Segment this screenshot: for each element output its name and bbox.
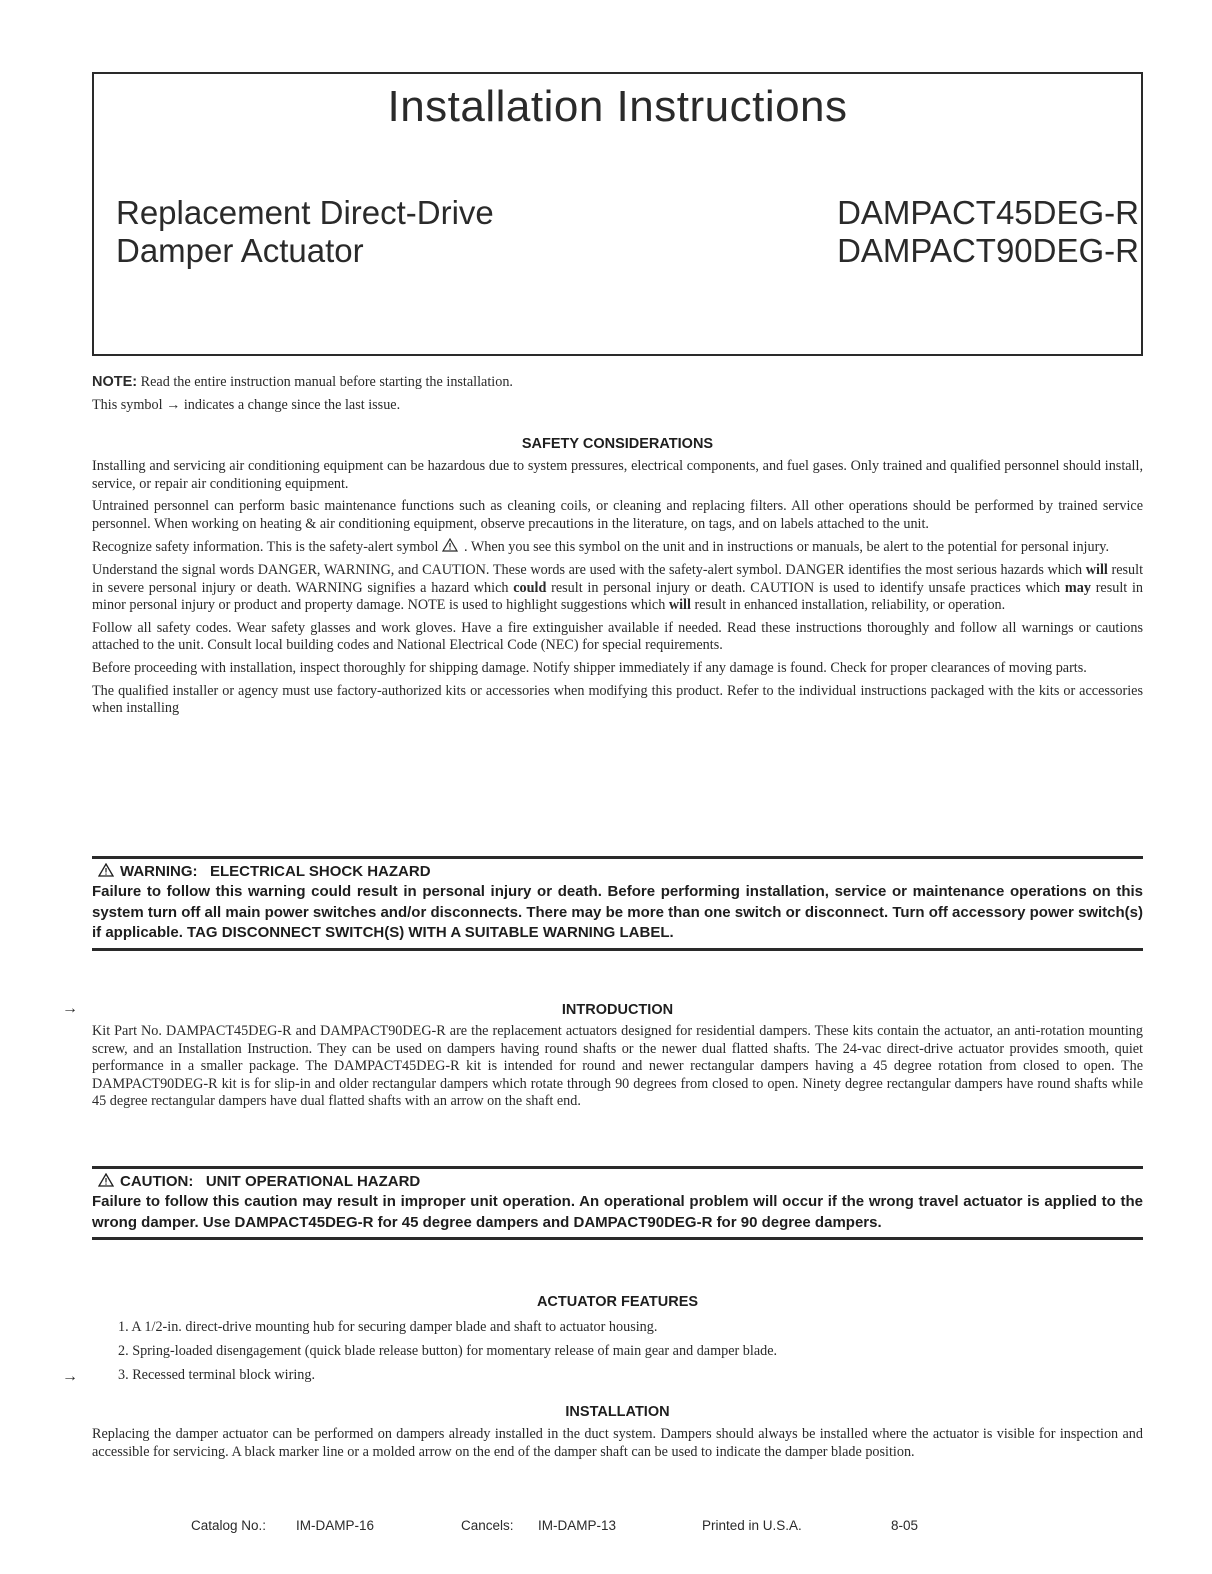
- introduction-section: [92, 1023, 1143, 1111]
- features-list: [118, 1315, 1143, 1387]
- product-name-line2: Damper Actuator: [116, 232, 364, 269]
- print-date: 8-05: [891, 1518, 919, 1533]
- safety-heading: SAFETY CONSIDERATIONS: [521, 436, 714, 452]
- warning-box: [92, 856, 1143, 951]
- title-box: [92, 72, 1143, 356]
- symbol-note-prefix: This symbol: [92, 396, 163, 413]
- warning-alert-icon: [98, 863, 114, 877]
- p4-part-c: result in personal injury or death. CAUTION is used to identify unsafe practices which: [551, 579, 1061, 596]
- safety-section: [92, 458, 1143, 718]
- p4-will-2: will: [668, 597, 691, 614]
- warning-body: Failure to follow this warning could result in personal injury or death. Before performing installation, service or maintenance operations on this system turn off all main power switches and/or disconnects. There may be more than one switch or disconnect. Turn off accessory power switch(s) if applicable. TAG DISCONNECT SWITCH(S) WITH A SUITABLE WARNING LABEL.: [92, 883, 1143, 941]
- feature-number: 1.: [118, 1319, 129, 1335]
- cancels-label: Cancels:: [461, 1518, 514, 1533]
- safety-paragraph-7: The qualified installer or agency must use factory-authorized kits or accessories when modifying this product. Refer to the individual instructions packaged with the kits or accessories when installing: [92, 682, 1143, 717]
- model-numbers: [837, 194, 1139, 270]
- p4-part-d: result in minor personal injury or product and property damage. NOTE is used to highlight suggestions which: [92, 579, 1144, 614]
- feature-item-3: [118, 1363, 1143, 1387]
- catalog-number: IM-DAMP-16: [296, 1518, 375, 1533]
- p4-could: could: [513, 579, 547, 596]
- p4-may: may: [1064, 579, 1091, 596]
- safety-paragraph-2: Untrained personnel can perform basic maintenance functions such as cleaning coils, or cleaning and replacing filters. All other operations should be performed by trained service personnel. When working on heating & air conditioning equipment, observe precautions in the literature, on tags, and on labels attached to the unit.: [92, 498, 1143, 532]
- caution-title-text: CAUTION: UNIT OPERATIONAL HAZARD: [120, 1173, 421, 1190]
- safety-alert-icon: [442, 538, 458, 552]
- printed-in: Printed in U.S.A.: [702, 1518, 802, 1533]
- feature-item-1: [118, 1315, 1143, 1339]
- caution-title: [92, 1173, 1143, 1191]
- safety-paragraph-1: Installing and servicing air conditioning equipment can be hazardous due to system pressures, electrical components, and fuel gases. Only trained and qualified personnel should install, service, or repair air conditioning equipment.: [92, 458, 1143, 492]
- warning-title: [92, 863, 1143, 881]
- p4-will: will: [1085, 561, 1108, 578]
- safety-paragraph-4: [92, 562, 1143, 615]
- installation-section: [92, 1426, 1143, 1461]
- document-title: Installation Instructions: [387, 82, 848, 131]
- product-name: [116, 194, 494, 270]
- installation-heading: INSTALLATION: [565, 1404, 670, 1420]
- feature-change-arrow-icon: →: [62, 1368, 78, 1385]
- note-section: [92, 374, 1143, 414]
- p4-part-b: result in severe personal injury or death. WARNING signifies a hazard which: [92, 561, 1144, 596]
- feature-number: 2.: [118, 1343, 129, 1359]
- feature-number: 3.: [118, 1367, 129, 1383]
- installation-paragraph: Replacing the damper actuator can be performed on dampers already installed in the duct system. Dampers should always be installed where the actuator is visible for inspection and accessible for servicing. A black marker line or a molded arrow on the end of the damper shaft can be used to indicate the damper blade position.: [92, 1426, 1143, 1460]
- caution-body: Failure to follow this caution may result in improper unit operation. An operational problem will occur if the wrong travel actuator is applied to the wrong damper. Use DAMPACT45DEG-R for 45 degree dampers and DAMPACT90DEG-R for 90 degree dampers.: [92, 1193, 1143, 1231]
- feature-text: Recessed terminal block wiring.: [132, 1367, 315, 1383]
- note-label: NOTE:: [92, 374, 138, 390]
- introduction-heading: INTRODUCTION: [561, 1002, 674, 1018]
- p4-part-e: result in enhanced installation, reliability, or operation.: [694, 597, 1006, 614]
- introduction-paragraph: Kit Part No. DAMPACT45DEG-R and DAMPACT90DEG-R are the replacement actuators designed for residential dampers. These kits contain the actuator, an anti-rotation mounting screw, and an Installation Instruction. They can be used on dampers having round shafts or the newer dual flatted shafts. The 24-vac direct-drive actuator provides smooth, quiet performance in a smaller package. The DAMPACT45DEG-R kit is intended for round and newer rectangular dampers having a 45 degree rotation from closed to open. The DAMPACT90DEG-R kit is for slip-in and older rectangular dampers which rotate through 90 degrees from closed to open. Ninety degree rectangular dampers have round shafts while 45 degree rectangular dampers have dual flatted shafts with an arrow on the shaft end.: [92, 1023, 1143, 1110]
- cancels-number: IM-DAMP-13: [538, 1518, 617, 1533]
- warning-title-text: WARNING: ELECTRICAL SHOCK HAZARD: [120, 863, 431, 880]
- change-arrow-icon: →: [166, 396, 181, 413]
- model-number-45: DAMPACT45DEG-R: [837, 194, 1139, 231]
- product-name-line1: Replacement Direct-Drive: [116, 194, 494, 231]
- safety-paragraph-3-end: . When you see this symbol on the unit and in instructions or manuals, be alert to the potential for personal injury.: [464, 539, 1110, 556]
- p4-part-a: Understand the signal words DANGER, WARNING, and CAUTION. These words are used with the safety-alert symbol. DANGER identifies the most serious hazards which: [92, 561, 1083, 578]
- symbol-note-suffix: indicates a change since the last issue.: [183, 396, 401, 413]
- catalog-label: Catalog No.:: [191, 1518, 267, 1533]
- feature-text: Spring-loaded disengagement (quick blade release button) for momentary release of main gear and damper blade.: [132, 1343, 778, 1359]
- caution-box: [92, 1166, 1143, 1240]
- safety-paragraph-5: Follow all safety codes. Wear safety glasses and work gloves. Have a fire extinguisher available if needed. Read these instructions thoroughly and follow all warnings or cautions attached to the unit. Consult local building codes and National Electrical Code (NEC) for special requirements.: [92, 619, 1143, 654]
- feature-item-2: [118, 1339, 1143, 1363]
- feature-text: A 1/2-in. direct-drive mounting hub for securing damper blade and shaft to actuator housing.: [131, 1319, 658, 1335]
- note-text: Read the entire instruction manual before starting the installation.: [140, 374, 513, 390]
- safety-paragraph-6: Before proceeding with installation, inspect thoroughly for shipping damage. Notify shipper immediately if any damage is found. Check for proper clearances of moving parts.: [92, 659, 1087, 676]
- caution-alert-icon: [98, 1173, 114, 1187]
- intro-change-arrow-icon: →: [62, 1000, 78, 1017]
- safety-paragraph-3: [92, 538, 1143, 557]
- features-heading: ACTUATOR FEATURES: [536, 1294, 699, 1310]
- safety-paragraph-3-start: Recognize safety information. This is the safety-alert symbol: [92, 539, 439, 556]
- model-number-90: DAMPACT90DEG-R: [837, 232, 1139, 269]
